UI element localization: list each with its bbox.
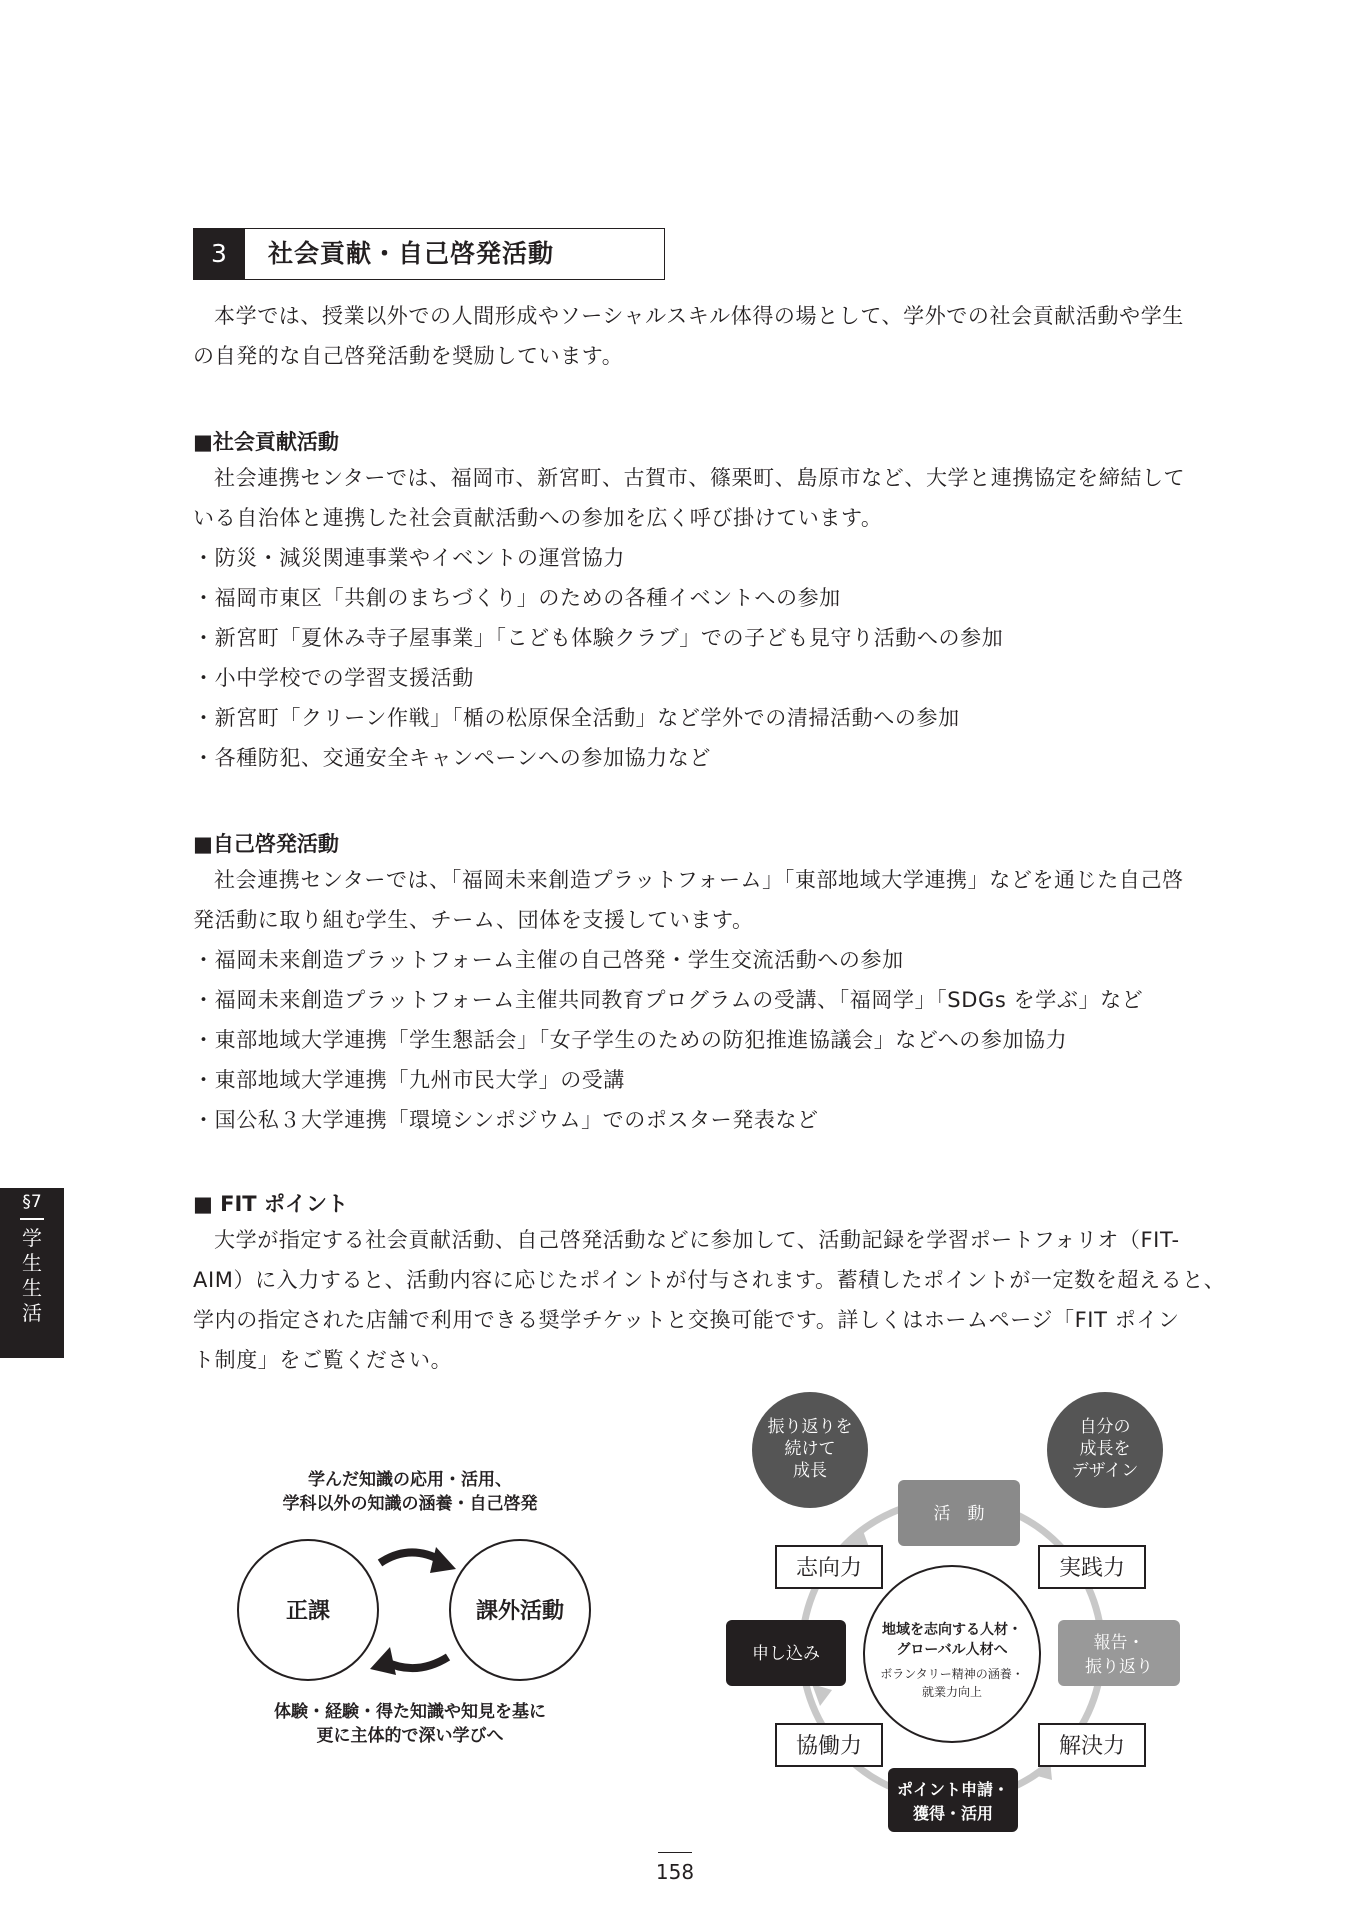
step-report-label: 振り返り (1085, 1657, 1153, 1677)
list-item: ・各種防犯、交通安全キャンペーンへの参加協力など (193, 746, 711, 770)
label-bl: 協働力 (795, 1734, 863, 1759)
social-heading: ■社会貢献活動 (193, 430, 339, 454)
step-point-label: ポイント申請・ (896, 1780, 1010, 1799)
page-number-rule (658, 1852, 692, 1853)
section-title: 社会貢献・自己啓発活動 (268, 239, 555, 268)
center-line: 地域を志向する人材・ (882, 1622, 1022, 1638)
fit-point-cycle-diagram (720, 1388, 1190, 1833)
list-item: ・東部地域大学連携「学生懇話会」「女子学生のための防犯推進協議会」などへの参加協力 (193, 1028, 1068, 1052)
label-tl: 志向力 (795, 1556, 863, 1581)
step-activity-label: 活 動 (933, 1504, 985, 1524)
arrow-top-head-icon (430, 1547, 456, 1573)
top-caption-2: 学科以外の知識の涵養・自己啓発 (282, 1494, 538, 1514)
page-number: 158 (655, 1860, 695, 1884)
list-item: ・国公私３大学連携「環境シンポジウム」でのポスター発表など (193, 1108, 819, 1132)
corner-tr-line: 自分の (1079, 1417, 1131, 1437)
selfdev-text-1: 社会連携センターでは、「福岡未来創造プラットフォーム」「東部地域大学連携」などを通じた自己啓 (214, 868, 1184, 892)
corner-tl-line: 成長 (793, 1461, 827, 1481)
side-tab-label: 学生生活 (22, 1226, 42, 1325)
center-line: ボランタリー精神の涵養・ (880, 1667, 1024, 1681)
list-item: ・福岡市東区「共創のまちづくり」のための各種イベントへの参加 (193, 586, 841, 610)
side-tab-divider (20, 1218, 44, 1220)
study-cycle-diagram (220, 1465, 600, 1755)
list-item: ・福岡未来創造プラットフォーム主催の自己啓発・学生交流活動への参加 (193, 948, 904, 972)
step-report-label: 報告・ (1093, 1633, 1145, 1653)
list-item: ・防災・減災関連事業やイベントの運営協力 (193, 546, 625, 570)
center-line: グローバル人材へ (896, 1642, 1008, 1658)
list-item: ・小中学校での学習支援活動 (193, 666, 474, 690)
bottom-caption-1: 体験・経験・得た知識や知見を基に (274, 1702, 546, 1722)
bottom-caption-2: 更に主体的で深い学びへ (316, 1726, 504, 1746)
fit-text-1: 大学が指定する社会貢献活動、自己啓発活動などに参加して、活動記録を学習ポートフォリオ（FIT- (214, 1228, 1180, 1252)
top-caption-1: 学んだ知識の応用・活用、 (308, 1470, 512, 1490)
list-item: ・東部地域大学連携「九州市民大学」の受講 (193, 1068, 625, 1092)
social-text-1: 社会連携センターでは、福岡市、新宮町、古賀市、篠栗町、島原市など、大学と連携協定を締結して (214, 466, 1186, 490)
label-tr: 実践力 (1058, 1556, 1126, 1581)
fit-heading: ■ FIT ポイント (193, 1192, 348, 1216)
right-circle-label: 課外活動 (475, 1599, 565, 1624)
fit-text-2: AIM）に入力すると、活動内容に応じたポイントが付与されます。蓄積したポイントが一定数を超えると、 (193, 1268, 1226, 1292)
intro-line-1: 本学では、授業以外での人間形成やソーシャルスキル体得の場として、学外での社会貢献活動や学生 (214, 304, 1184, 328)
center-line: 就業力向上 (921, 1685, 983, 1699)
list-item: ・新宮町「夏休み寺子屋事業」「こども体験クラブ」での子ども見守り活動への参加 (193, 626, 1004, 650)
section-number: 3 (193, 228, 245, 280)
selfdev-heading: ■自己啓発活動 (193, 832, 339, 856)
corner-tl-line: 振り返りを (767, 1417, 853, 1437)
social-text-2: いる自治体と連携した社会貢献活動への参加を広く呼び掛けています。 (193, 506, 883, 530)
intro-line-2: の自発的な自己啓発活動を奨励しています。 (193, 344, 624, 368)
fit-text-3: 学内の指定された店舗で利用できる奨学チケットと交換可能です。詳しくはホームページ「FIT ポイン (193, 1308, 1180, 1332)
left-circle-label: 正課 (285, 1599, 331, 1624)
fit-text-4: ト制度」をご覧ください。 (193, 1348, 453, 1372)
corner-tl-line: 続けて (784, 1439, 836, 1459)
arrow-bottom-head-icon (370, 1647, 396, 1675)
side-tab-section: §7 (22, 1192, 42, 1212)
label-br: 解決力 (1058, 1734, 1126, 1759)
corner-tr-line: 成長を (1079, 1439, 1131, 1459)
step-apply-label: 申し込み (752, 1644, 820, 1664)
list-item: ・新宮町「クリーン作戦」「楯の松原保全活動」など学外での清掃活動への参加 (193, 706, 960, 730)
corner-tr-line: デザイン (1071, 1461, 1139, 1481)
step-point-label: 獲得・活用 (912, 1804, 994, 1823)
selfdev-text-2: 発活動に取り組む学生、チーム、団体を支援しています。 (193, 908, 754, 932)
list-item: ・福岡未来創造プラットフォーム主催共同教育プログラムの受講、「福岡学」「SDGs を学ぶ」など (193, 988, 1144, 1012)
